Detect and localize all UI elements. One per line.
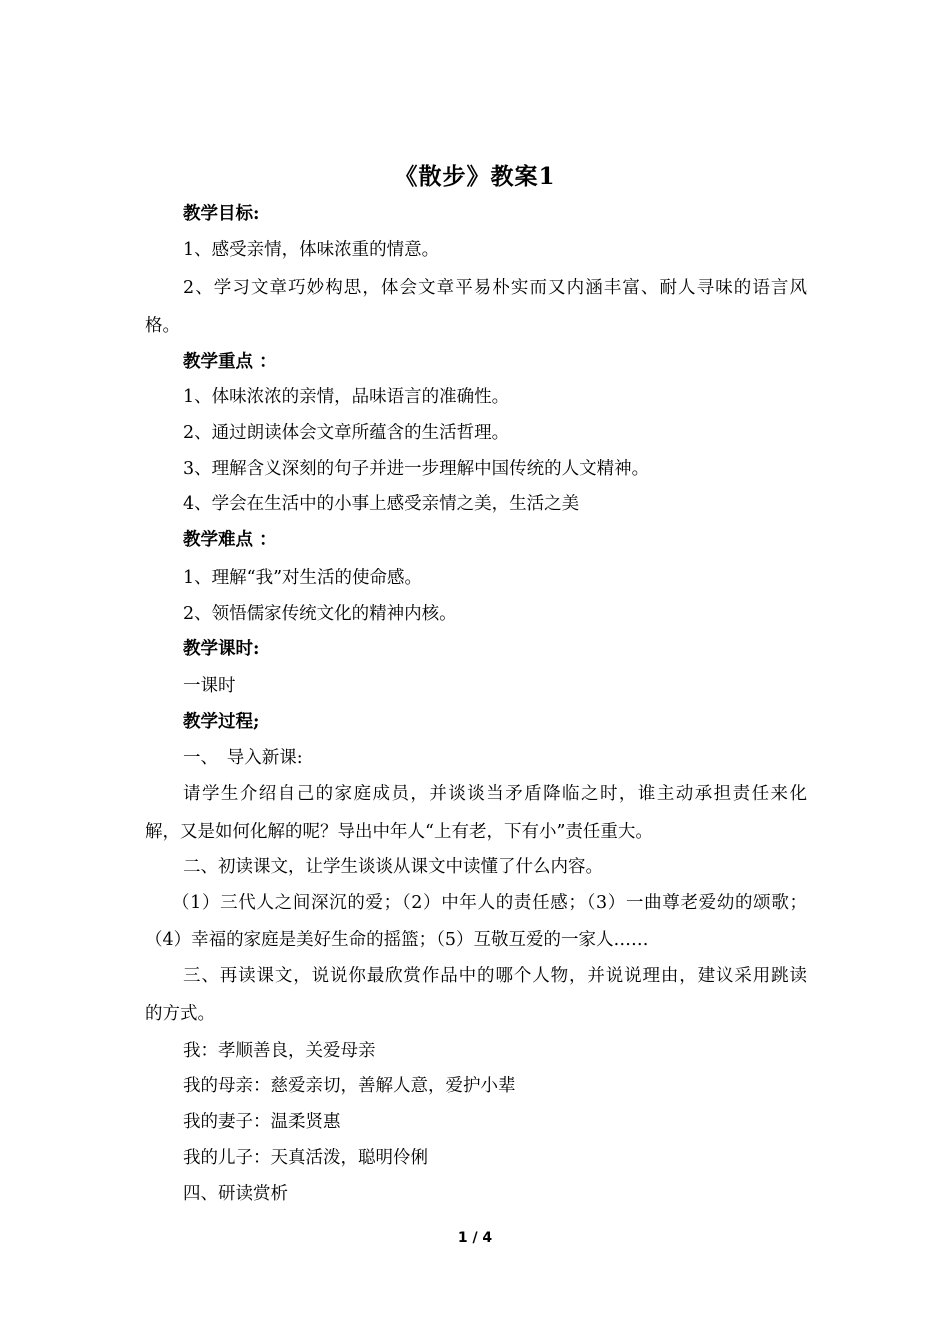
- paragraph-line: （4）幸福的家庭是美好生命的摇篮；（5）互敬互爱的一家人……: [145, 930, 649, 950]
- document-title: 《散步》教案1: [394, 163, 556, 190]
- paragraph-line: 2、学习文章巧妙构思，体会文章平易朴实而又内涵丰富、耐人寻味的语言风: [183, 278, 807, 298]
- heading-key-points: 教学重点 ：: [183, 352, 277, 372]
- paragraph-line: 1、感受亲情，体味浓重的情意。: [183, 240, 440, 260]
- paragraph-line: 2、通过朗读体会文章所蕴含的生活哲理。: [183, 423, 510, 443]
- paragraph-line: 1、理解“我”对生活的使命感。: [183, 568, 423, 588]
- paragraph-line: 3、理解含义深刻的句子并进一步理解中国传统的人文精神。: [183, 459, 650, 479]
- paragraph-line: 解，又是如何化解的呢？导出中年人“上有老，下有小”责任重大。: [145, 822, 653, 842]
- paragraph-line: 我的儿子：天真活泼，聪明伶俐: [183, 1148, 428, 1168]
- paragraph-line: 4、学会在生活中的小事上感受亲情之美，生活之美: [183, 494, 580, 514]
- paragraph-line: 二、初读课文，让学生谈谈从课文中读懂了什么内容。: [183, 857, 603, 877]
- paragraph-line: 一课时: [183, 676, 236, 696]
- heading-class-hours: 教学课时:: [183, 639, 260, 659]
- paragraph-line: 我的母亲：慈爱亲切，善解人意，爱护小辈: [183, 1076, 516, 1096]
- paragraph-line: 一、 导入新课:: [183, 748, 303, 768]
- paragraph-line: 格。: [145, 316, 180, 336]
- paragraph-line: 三、再读课文，说说你最欣赏作品中的哪个人物，并说说理由，建议采用跳读: [183, 966, 807, 986]
- paragraph-line: 2、领悟儒家传统文化的精神内核。: [183, 604, 457, 624]
- heading-difficult-points: 教学难点 ：: [183, 530, 277, 550]
- page-number: 1 / 4: [457, 1230, 493, 1246]
- paragraph-line: 我的妻子：温柔贤惠: [183, 1112, 341, 1132]
- paragraph-line: （1）三代人之间深沉的爱；（2）中年人的责任感；（3）一曲尊老爱幼的颂歌；: [172, 893, 807, 913]
- paragraph-line: 我：孝顺善良，关爱母亲: [183, 1041, 376, 1061]
- paragraph-line: 1、体味浓浓的亲情，品味语言的准确性。: [183, 387, 510, 407]
- paragraph-line: 的方式。: [145, 1004, 215, 1024]
- heading-teaching-process: 教学过程;: [183, 712, 260, 732]
- paragraph-line: 请学生介绍自己的家庭成员，并谈谈当矛盾降临之时，谁主动承担责任来化: [183, 784, 807, 804]
- paragraph-line: 四、研读赏析: [183, 1184, 288, 1204]
- heading-teaching-goals: 教学目标:: [183, 204, 260, 224]
